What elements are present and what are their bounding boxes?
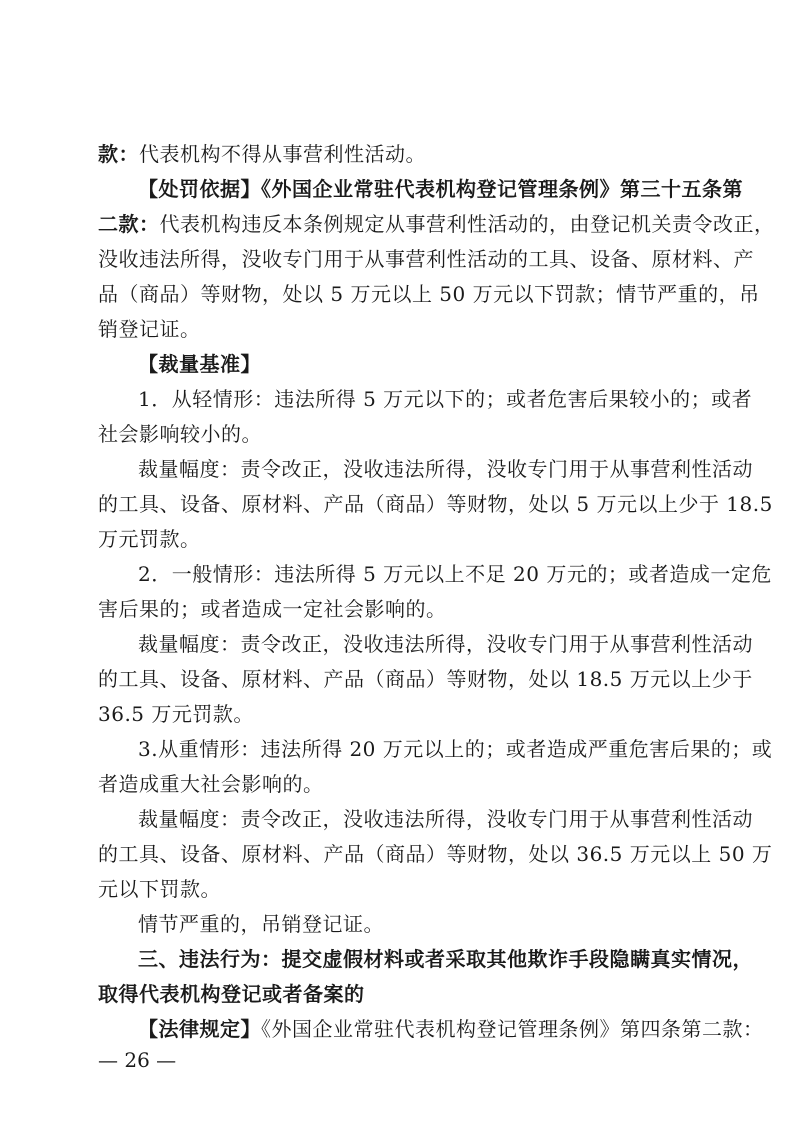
text-line: 者造成重大社会影响的。 xyxy=(98,772,324,796)
text-line: 1．从轻情形：违法所得 5 万元以下的；或者危害后果较小的；或者 xyxy=(138,387,753,411)
text-line: 款：代表机构不得从事营利性活动。 xyxy=(98,142,426,166)
text-line: 害后果的；或者造成一定社会影响的。 xyxy=(98,597,447,621)
text-line: 裁量幅度：责令改正，没收违法所得，没收专门用于从事营利性活动 xyxy=(138,632,753,656)
text-line: 3.从重情形：违法所得 20 万元以上的；或者造成严重危害后果的；或 xyxy=(138,737,773,761)
discretion-standard-heading: 【裁量基准】 xyxy=(138,352,261,376)
text-line: 的工具、设备、原材料、产品（商品）等财物，处以 36.5 万元以上 50 万 xyxy=(98,842,773,866)
text-line: 2．一般情形：违法所得 5 万元以上不足 20 万元的；或者造成一定危 xyxy=(138,562,772,586)
text-line: 裁量幅度：责令改正，没收违法所得，没收专门用于从事营利性活动 xyxy=(138,807,753,831)
penalty-basis-heading: 【处罚依据】《外国企业常驻代表机构登记管理条例》第三十五条第 xyxy=(138,177,743,201)
section-heading: 三、违法行为：提交虚假材料或者采取其他欺诈手段隐瞒真实情况， xyxy=(138,947,753,971)
page-number: — 26 — xyxy=(98,1048,177,1072)
text-line: 没收违法所得，没收专门用于从事营利性活动的工具、设备、原材料、产 xyxy=(98,247,754,271)
text-line: 元以下罚款。 xyxy=(98,877,221,901)
legal-provision-line: 【法律规定】《外国企业常驻代表机构登记管理条例》第四条第二款： xyxy=(138,1017,764,1041)
section-heading: 取得代表机构登记或者备案的 xyxy=(98,982,365,1006)
text-line: 社会影响较小的。 xyxy=(98,422,262,446)
text-line: 的工具、设备、原材料、产品（商品）等财物，处以 5 万元以上少于 18.5 xyxy=(98,492,773,516)
text-line: 的工具、设备、原材料、产品（商品）等财物，处以 18.5 万元以上少于 xyxy=(98,667,753,691)
text-line: 万元罚款。 xyxy=(98,527,201,551)
text-line: 36.5 万元罚款。 xyxy=(98,702,254,726)
text-line: 二款：代表机构违反本条例规定从事营利性活动的，由登记机关责令改正， xyxy=(98,212,775,236)
text-line: 情节严重的，吊销登记证。 xyxy=(138,912,384,936)
text-line: 销登记证。 xyxy=(98,317,201,341)
text-line: 品（商品）等财物，处以 5 万元以上 50 万元以下罚款；情节严重的，吊 xyxy=(98,282,760,306)
text-line: 裁量幅度：责令改正，没收违法所得，没收专门用于从事营利性活动 xyxy=(138,457,753,481)
